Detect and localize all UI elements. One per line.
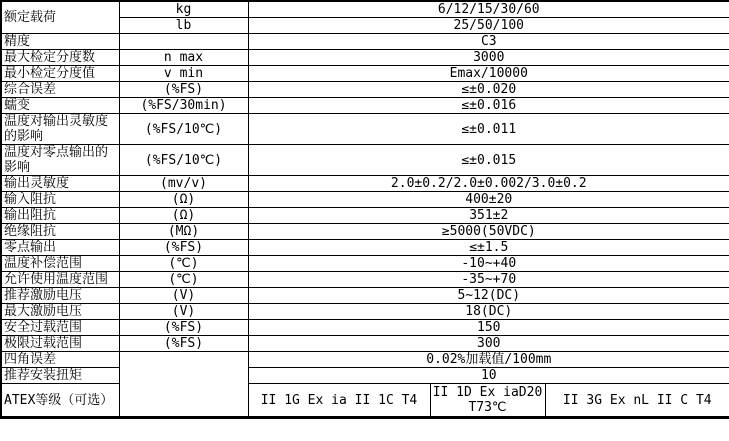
value-cell: -35~+70 (248, 272, 729, 288)
row-label: 温度对零点输出的影响 (1, 145, 119, 176)
value-cell: 10 (248, 368, 729, 384)
table-row (1, 208, 729, 224)
value-cell: 25/50/100 (248, 18, 729, 34)
unit-cell: (%FS/10℃) (119, 114, 248, 145)
value-cell: -10~+40 (248, 256, 729, 272)
table-row (1, 304, 729, 320)
value-cell: 3000 (248, 50, 729, 66)
value-cell: ≤±0.015 (248, 145, 729, 176)
unit-cell: lb (119, 18, 248, 34)
row-label: 最大激励电压 (1, 304, 119, 320)
row-label: 极限过载范围 (1, 336, 119, 352)
unit-cell: (%FS) (119, 336, 248, 352)
table-row (1, 256, 729, 272)
value-cell: 2.0±0.2/2.0±0.002/3.0±0.2 (248, 176, 729, 192)
unit-cell: (Ω) (119, 208, 248, 224)
value-cell: 400±20 (248, 192, 729, 208)
row-label: 温度补偿范围 (1, 256, 119, 272)
unit-cell: kg (119, 1, 248, 18)
unit-cell: (%FS/10℃) (119, 145, 248, 176)
row-label: 四角误差 (1, 352, 119, 368)
value-cell: ≤±1.5 (248, 240, 729, 256)
table-row (1, 368, 729, 384)
row-label: 最小检定分度值 (1, 66, 119, 82)
unit-cell: n max (119, 50, 248, 66)
table-row (1, 145, 729, 176)
table-row (1, 34, 729, 50)
unit-cell: v min (119, 66, 248, 82)
value-cell: 351±2 (248, 208, 729, 224)
table-row (1, 98, 729, 114)
atex-option-cell (430, 384, 545, 418)
row-label: 推荐激励电压 (1, 288, 119, 304)
unit-cell: (%FS) (119, 320, 248, 336)
unit-cell: (Ω) (119, 192, 248, 208)
value-cell: 18(DC) (248, 304, 729, 320)
value-cell: Emax/10000 (248, 66, 729, 82)
value-cell: 0.02%加载值/100mm (248, 352, 729, 368)
unit-cell: (mv/v) (119, 176, 248, 192)
value-cell: 150 (248, 320, 729, 336)
table-row (1, 224, 729, 240)
table-row (1, 50, 729, 66)
table-row (1, 1, 729, 18)
table-row (1, 114, 729, 145)
table-row (1, 240, 729, 256)
table-row (1, 82, 729, 98)
row-label: 绝缘阻抗 (1, 224, 119, 240)
row-label: 安全过载范围 (1, 320, 119, 336)
value-cell: ≤±0.016 (248, 98, 729, 114)
table-row (1, 192, 729, 208)
row-label: 最大检定分度数 (1, 50, 119, 66)
unit-cell: (V) (119, 288, 248, 304)
table-row (1, 66, 729, 82)
row-label: ATEX等级（可选） (1, 384, 119, 418)
table-row (1, 288, 729, 304)
row-label: 温度对输出灵敏度的影响 (1, 114, 119, 145)
value-cell: 6/12/15/30/60 (248, 1, 729, 18)
unit-cell: (V) (119, 304, 248, 320)
atex-option-cell: II 3G Ex nL II C T4 (545, 384, 729, 418)
unit-cell: (%FS) (119, 82, 248, 98)
row-label: 精度 (1, 34, 119, 50)
unit-cell: (℃) (119, 272, 248, 288)
unit-cell: (℃) (119, 256, 248, 272)
row-label: 零点输出 (1, 240, 119, 256)
row-label: 输入阻抗 (1, 192, 119, 208)
table-row (1, 176, 729, 192)
table-row (1, 352, 729, 368)
value-cell: ≥5000(50VDC) (248, 224, 729, 240)
table-row (1, 272, 729, 288)
row-label: 输出灵敏度 (1, 176, 119, 192)
unit-cell: (%FS) (119, 240, 248, 256)
value-cell: C3 (248, 34, 729, 50)
atex-option-cell: II 1G Ex ia II 1C T4 (248, 384, 430, 418)
row-label: 额定载荷 (1, 1, 119, 34)
row-label: 综合误差 (1, 82, 119, 98)
value-cell: 300 (248, 336, 729, 352)
row-label: 输出阻抗 (1, 208, 119, 224)
row-label: 推荐安装扭矩 (1, 368, 119, 384)
table-row (1, 320, 729, 336)
merged-empty-cell (119, 352, 248, 418)
unit-cell: (MΩ) (119, 224, 248, 240)
atex-option-line1: II 1D Ex iaD20 (432, 385, 543, 400)
value-cell: ≤±0.020 (248, 82, 729, 98)
unit-cell (119, 34, 248, 50)
table-row (1, 336, 729, 352)
value-cell: 5~12(DC) (248, 288, 729, 304)
row-label: 允许使用温度范围 (1, 272, 119, 288)
table-row-atex (1, 384, 729, 418)
row-label: 蠕变 (1, 98, 119, 114)
atex-option-line2: T73℃ (468, 400, 507, 415)
unit-cell: (%FS/30min) (119, 98, 248, 114)
value-cell: ≤±0.011 (248, 114, 729, 145)
